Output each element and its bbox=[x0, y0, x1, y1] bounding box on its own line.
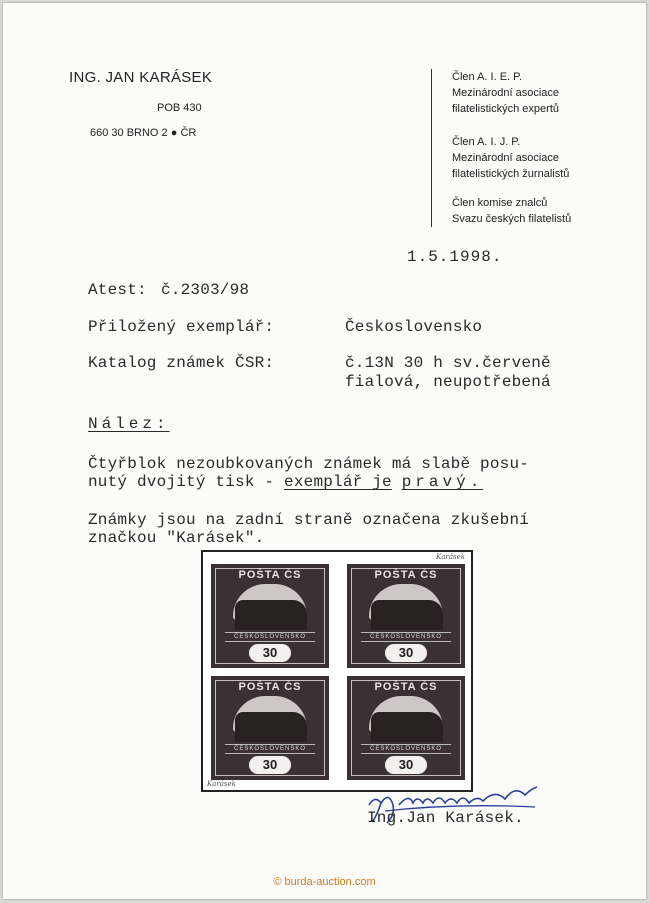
expert-mark: Karásek bbox=[207, 780, 236, 788]
membership-line: Člen A. I. J. P. bbox=[452, 136, 521, 148]
membership-line: Svazu českých filatelistů bbox=[452, 213, 572, 225]
stamp-denomination: 30 bbox=[385, 756, 427, 774]
membership-line: filatelistických expertů bbox=[452, 103, 559, 115]
note-line-1: Známky jsou na zadní straně označena zkušební bbox=[88, 511, 530, 529]
expert-mark: Karásek bbox=[436, 553, 465, 561]
po-box: POB 430 bbox=[157, 102, 202, 114]
stamp bbox=[211, 564, 329, 668]
address-city: 660 30 BRNO 2 bbox=[90, 127, 168, 139]
item-label: Přiložený exemplář: bbox=[88, 318, 275, 336]
stamp-band-text: ČESKOSLOVENSKO bbox=[361, 744, 451, 754]
castle-icon bbox=[371, 712, 443, 742]
castle-icon bbox=[235, 712, 307, 742]
membership-line: Člen komise znalců bbox=[452, 197, 548, 209]
stamp-band-text: ČESKOSLOVENSKO bbox=[361, 632, 451, 642]
atest-label: Atest: bbox=[88, 281, 147, 299]
stamp bbox=[347, 676, 465, 780]
stamp-top-text: POŠTA ČS bbox=[374, 681, 438, 693]
expert-name: ING. JAN KARÁSEK bbox=[69, 69, 213, 86]
stamp-block-photo bbox=[201, 550, 473, 792]
verdict-part-1: exemplář je bbox=[284, 473, 392, 491]
castle-icon bbox=[371, 600, 443, 630]
finding-line-2 bbox=[88, 473, 483, 491]
membership-aijp bbox=[452, 134, 569, 182]
address bbox=[90, 127, 196, 139]
stamp-band-text: ČESKOSLOVENSKO bbox=[225, 632, 315, 642]
catalog-label: Katalog známek ČSR: bbox=[88, 354, 275, 372]
castle-icon bbox=[235, 600, 307, 630]
typed-signature: Ing.Jan Karásek. bbox=[367, 809, 524, 827]
note-line-2: značkou "Karásek". bbox=[88, 529, 265, 547]
stamp-top-text: POŠTA ČS bbox=[238, 569, 302, 581]
catalog-value-2: fialová, neupotřebená bbox=[345, 373, 551, 391]
certificate-date: 1.5.1998. bbox=[407, 248, 503, 266]
stamp bbox=[211, 676, 329, 780]
stamp-denomination: 30 bbox=[385, 644, 427, 662]
membership-commission bbox=[452, 195, 571, 227]
stamp-band-text: ČESKOSLOVENSKO bbox=[225, 744, 315, 754]
catalog-value-1: č.13N 30 h sv.červeně bbox=[345, 354, 551, 372]
certificate-sheet bbox=[3, 3, 646, 899]
membership-line: Člen A. I. E. P. bbox=[452, 71, 523, 83]
membership-line: Mezinárodní asociace bbox=[452, 87, 560, 99]
finding-heading: Nález: bbox=[88, 415, 170, 433]
atest-number: č.2303/98 bbox=[161, 281, 250, 299]
bullet-icon: ● bbox=[170, 127, 178, 139]
membership-aiep bbox=[452, 69, 559, 117]
membership-line: Mezinárodní asociace bbox=[452, 152, 560, 164]
stamp-top-text: POŠTA ČS bbox=[374, 569, 438, 581]
finding-text: nutý dvojitý tisk - bbox=[88, 473, 275, 491]
stamp-top-text: POŠTA ČS bbox=[238, 681, 302, 693]
header-divider bbox=[431, 69, 432, 227]
stamp-denomination: 30 bbox=[249, 756, 291, 774]
stamp bbox=[347, 564, 465, 668]
membership-line: filatelistických žurnalistů bbox=[452, 168, 570, 180]
address-country: ČR bbox=[180, 127, 197, 139]
stamp-denomination: 30 bbox=[249, 644, 291, 662]
finding-line-1: Čtyřblok nezoubkovaných známek má slabě posu- bbox=[88, 455, 530, 473]
watermark-footer: © burda-auction.com bbox=[273, 876, 376, 888]
item-value: Československo bbox=[345, 318, 483, 336]
verdict-part-2: pravý. bbox=[401, 473, 484, 491]
